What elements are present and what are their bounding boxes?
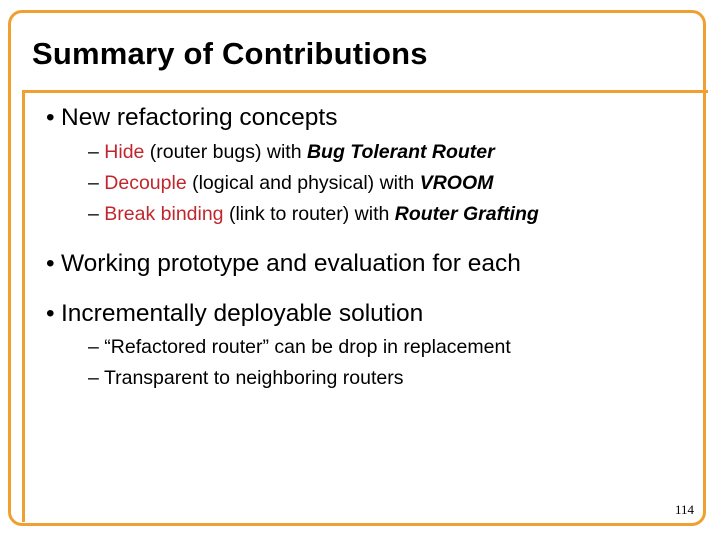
highlight-text: Decouple <box>104 172 187 194</box>
bullet-symbol: • <box>46 104 55 131</box>
dash-symbol: – <box>88 172 99 194</box>
sub-bullet-transparent <box>88 367 403 390</box>
highlight-text: Break binding <box>104 203 224 225</box>
title-divider <box>22 90 708 93</box>
emphasis-text: VROOM <box>419 172 494 194</box>
dash-symbol: – <box>88 203 99 225</box>
emphasis-text: Router Grafting <box>394 203 539 225</box>
bullet-new-refactoring-concepts <box>46 104 337 132</box>
bullet-text: Working prototype and evaluation for each <box>61 250 521 277</box>
mid-text: (link to router) with <box>223 203 395 225</box>
highlight-text: Hide <box>104 141 145 163</box>
emphasis-text: Bug Tolerant Router <box>306 141 495 163</box>
bullet-text: New refactoring concepts <box>61 104 338 131</box>
bullet-incrementally-deployable <box>46 300 423 328</box>
sub-bullet-hide <box>88 141 495 164</box>
bullet-symbol: • <box>46 300 55 327</box>
sub-bullet-decouple <box>88 172 493 195</box>
sub-text: “Refactored router” can be drop in replacement <box>104 336 511 358</box>
bullet-working-prototype <box>46 250 521 278</box>
sub-bullet-break-binding <box>88 203 539 226</box>
dash-symbol: – <box>88 336 99 358</box>
left-accent-line <box>22 90 25 522</box>
sub-text: Transparent to neighboring routers <box>103 367 404 389</box>
mid-text: (logical and physical) with <box>186 172 420 194</box>
bullet-symbol: • <box>46 250 55 277</box>
dash-symbol: – <box>88 367 99 389</box>
mid-text: (router bugs) with <box>144 141 307 163</box>
sub-bullet-drop-in-replacement <box>88 336 511 359</box>
page-number: 114 <box>674 502 694 517</box>
slide-title: Summary of Contributions <box>32 36 428 71</box>
bullet-text: Incrementally deployable solution <box>61 300 424 327</box>
dash-symbol: – <box>88 141 99 163</box>
